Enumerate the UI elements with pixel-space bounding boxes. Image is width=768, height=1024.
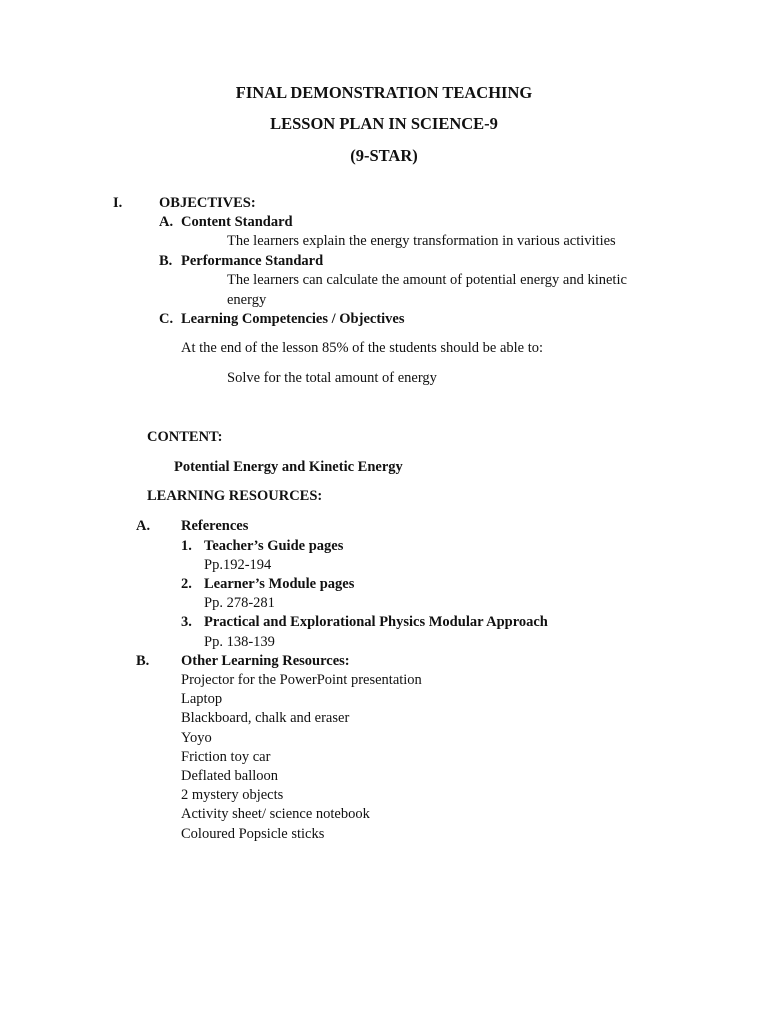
doc-subtitle: LESSON PLAN IN SCIENCE-9 — [270, 114, 498, 133]
performance-standard-marker: B. — [159, 253, 173, 269]
resource-item: Deflated balloon — [181, 768, 279, 784]
other-resources-marker: B. — [136, 653, 150, 669]
doc-section-code: (9-STAR) — [350, 146, 418, 165]
reference-number: 2. — [181, 576, 192, 592]
competencies-marker: C. — [159, 311, 174, 327]
competencies-intro: At the end of the lesson 85% of the students should be able to: — [181, 340, 544, 356]
other-resources-label: Other Learning Resources: — [181, 653, 350, 669]
content-standard-label: Content Standard — [181, 214, 293, 230]
reference-number: 1. — [181, 538, 192, 554]
performance-standard-label: Performance Standard — [181, 253, 324, 269]
competencies-label: Learning Competencies / Objectives — [181, 311, 405, 327]
performance-standard-text-2: energy — [227, 292, 267, 308]
resource-item: 2 mystery objects — [181, 787, 284, 803]
resource-item: Activity sheet/ science notebook — [181, 806, 370, 822]
learning-resources-heading: LEARNING RESOURCES: — [147, 488, 323, 504]
resource-item: Blackboard, chalk and eraser — [181, 710, 350, 726]
section-numeral-objectives: I. — [113, 195, 123, 211]
content-standard-text: The learners explain the energy transformation in various activities — [227, 233, 616, 249]
references-label: References — [181, 518, 249, 534]
resource-item: Laptop — [181, 691, 223, 707]
resource-item: Friction toy car — [181, 749, 271, 765]
objectives-heading: OBJECTIVES: — [159, 195, 256, 211]
doc-title: FINAL DEMONSTRATION TEACHING — [235, 83, 533, 102]
reference-number: 3. — [181, 614, 192, 630]
references-marker: A. — [136, 518, 151, 534]
reference-pages: Pp.192-194 — [204, 557, 272, 573]
resource-item: Yoyo — [181, 730, 212, 746]
content-heading: CONTENT: — [147, 429, 223, 445]
resource-item: Projector for the PowerPoint presentation — [181, 672, 422, 688]
content-standard-marker: A. — [159, 214, 174, 230]
reference-title: Practical and Explorational Physics Modular Approach — [204, 614, 548, 630]
resource-item: Coloured Popsicle sticks — [181, 826, 325, 842]
reference-pages: Pp. 138-139 — [204, 634, 275, 650]
reference-pages: Pp. 278-281 — [204, 595, 275, 611]
performance-standard-text-1: The learners can calculate the amount of potential energy and kinetic — [227, 272, 627, 288]
reference-title: Learner’s Module pages — [204, 576, 355, 592]
content-text: Potential Energy and Kinetic Energy — [174, 459, 403, 475]
competencies-item: Solve for the total amount of energy — [227, 370, 437, 386]
reference-title: Teacher’s Guide pages — [204, 538, 344, 554]
